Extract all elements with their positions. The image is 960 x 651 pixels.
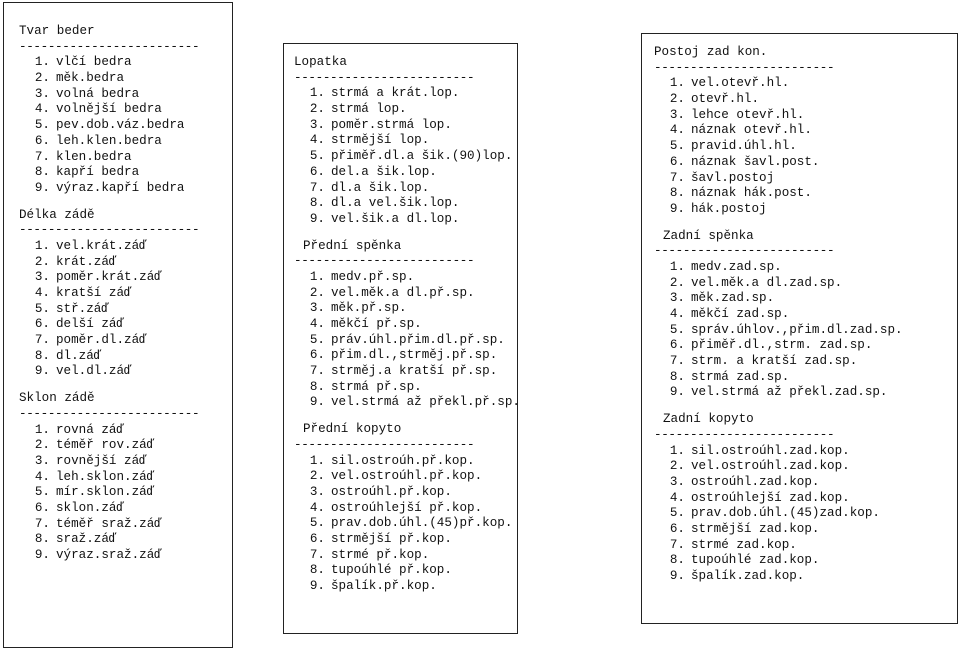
item-number: 1. xyxy=(669,76,685,91)
item-text: strmá zad.sp. xyxy=(691,369,790,384)
list-item xyxy=(294,333,517,349)
list-item xyxy=(294,348,517,364)
list-item xyxy=(294,501,517,517)
item-number: 7. xyxy=(669,170,685,185)
item-number: 1. xyxy=(309,453,325,468)
item-number: 4. xyxy=(309,133,325,148)
item-text: poměr.krát.záď xyxy=(56,270,162,285)
item-text: dl.a vel.šik.lop. xyxy=(331,196,460,211)
item-number: 9. xyxy=(669,569,685,583)
item-number: 3. xyxy=(669,291,685,306)
item-number: 7. xyxy=(669,354,685,369)
item-number: 6. xyxy=(309,164,325,179)
item-number: 8. xyxy=(309,563,325,578)
item-text: stř.záď xyxy=(56,301,109,316)
item-text: ostroúhlejší př.kop. xyxy=(331,500,483,515)
list-item xyxy=(294,485,517,501)
item-text: vel.ostroúhl.zad.kop. xyxy=(691,459,850,474)
list-item xyxy=(294,102,517,118)
list-item xyxy=(654,276,957,292)
item-text: sraž.záď xyxy=(56,532,117,547)
item-number: 4. xyxy=(34,102,50,117)
list-item xyxy=(654,139,957,155)
item-text: vel.otevř.hl. xyxy=(691,76,790,91)
item-number: 8. xyxy=(309,379,325,394)
section xyxy=(19,208,232,381)
section-title: Lopatka xyxy=(294,55,347,69)
item-text: sil.ostroúh.př.kop. xyxy=(331,453,475,468)
section-title: Přední spěnka xyxy=(303,238,402,253)
item-number: 8. xyxy=(34,165,50,180)
list-item xyxy=(654,506,957,522)
item-number: 5. xyxy=(309,516,325,531)
section xyxy=(294,422,517,595)
item-number: 1. xyxy=(309,269,325,284)
list-item xyxy=(654,291,957,307)
item-number: 6. xyxy=(34,317,50,332)
item-text: volná bedra xyxy=(56,86,140,101)
section xyxy=(294,55,517,228)
item-text: výraz.sraž.záď xyxy=(56,548,162,562)
item-text: špalík.př.kop. xyxy=(331,579,437,593)
list-item xyxy=(294,212,517,228)
section-divider: ------------------------- xyxy=(654,427,835,442)
list-item xyxy=(294,548,517,564)
item-number: 9. xyxy=(309,211,325,226)
item-text: ostroúhl.zad.kop. xyxy=(691,474,820,489)
item-text: přim.dl.,strměj.př.sp. xyxy=(331,348,498,363)
item-list xyxy=(19,239,232,380)
column-box-3 xyxy=(641,33,958,624)
list-item xyxy=(19,118,232,134)
item-text: strmá a krát.lop. xyxy=(331,86,460,101)
list-item xyxy=(654,354,957,370)
item-text: šavl.postoj xyxy=(691,170,775,185)
item-text: poměr.strmá lop. xyxy=(331,117,452,132)
list-item xyxy=(19,255,232,271)
item-text: vlčí bedra xyxy=(56,55,132,70)
item-number: 1. xyxy=(309,86,325,101)
item-number: 4. xyxy=(669,123,685,138)
item-number: 5. xyxy=(34,118,50,133)
item-text: rovná záď xyxy=(56,422,125,437)
section-title: Postoj zad kon. xyxy=(654,45,768,59)
item-text: strm. a kratší zad.sp. xyxy=(691,354,858,369)
item-text: sklon.záď xyxy=(56,500,125,515)
item-text: přiměř.dl.,strm. zad.sp. xyxy=(691,338,873,353)
item-text: strmá lop. xyxy=(331,102,407,117)
section-divider: ------------------------- xyxy=(294,437,475,452)
item-number: 2. xyxy=(34,71,50,86)
item-number: 3. xyxy=(34,270,50,285)
item-number: 8. xyxy=(669,369,685,384)
list-item xyxy=(654,522,957,538)
item-text: pravid.úhl.hl. xyxy=(691,139,797,154)
item-number: 7. xyxy=(309,180,325,195)
list-item xyxy=(19,485,232,501)
list-item xyxy=(294,563,517,579)
item-text: medv.zad.sp. xyxy=(691,259,782,274)
list-item xyxy=(654,108,957,124)
list-item xyxy=(294,181,517,197)
list-item xyxy=(19,470,232,486)
list-item xyxy=(294,301,517,317)
list-item xyxy=(654,553,957,569)
item-number: 1. xyxy=(669,443,685,458)
section-title: Zadní spěnka xyxy=(663,228,754,243)
section-divider: ------------------------- xyxy=(19,223,200,238)
list-item xyxy=(654,338,957,354)
item-list xyxy=(654,260,957,401)
list-item xyxy=(654,76,957,92)
list-item xyxy=(294,380,517,396)
item-number: 4. xyxy=(309,317,325,331)
list-item xyxy=(654,491,957,507)
item-number: 3. xyxy=(669,107,685,122)
item-number: 1. xyxy=(34,55,50,70)
section xyxy=(654,229,957,402)
list-item xyxy=(294,133,517,149)
list-item xyxy=(19,165,232,181)
list-item xyxy=(19,302,232,318)
item-text: vel.měk.a dl.zad.sp. xyxy=(691,275,843,290)
item-number: 3. xyxy=(309,117,325,132)
list-item xyxy=(19,270,232,286)
item-text: strmá př.sp. xyxy=(331,379,422,394)
item-text: ostroúhlejší zad.kop. xyxy=(691,490,850,505)
list-item xyxy=(654,370,957,386)
section-title: Zadní kopyto xyxy=(663,412,754,427)
list-item xyxy=(19,317,232,333)
item-text: vel.ostroúhl.př.kop. xyxy=(331,469,483,484)
item-text: vel.krát.záď xyxy=(56,238,147,253)
list-item xyxy=(654,459,957,475)
list-item xyxy=(294,579,517,595)
list-item xyxy=(19,102,232,118)
item-number: 4. xyxy=(669,490,685,505)
item-text: hák.postoj xyxy=(691,201,767,216)
item-number: 9. xyxy=(34,364,50,379)
section xyxy=(19,391,232,564)
item-number: 2. xyxy=(669,275,685,290)
item-text: náznak hák.post. xyxy=(691,186,812,201)
item-text: sil.ostroúhl.zad.kop. xyxy=(691,443,850,458)
item-number: 8. xyxy=(669,186,685,201)
list-item xyxy=(19,239,232,255)
list-item xyxy=(294,270,517,286)
item-text: lehce otevř.hl. xyxy=(691,107,805,122)
item-number: 8. xyxy=(309,196,325,211)
section xyxy=(654,412,957,585)
item-text: špalík.zad.kop. xyxy=(691,569,805,583)
list-item xyxy=(654,475,957,491)
list-item xyxy=(19,454,232,470)
item-number: 5. xyxy=(669,322,685,337)
item-number: 4. xyxy=(34,286,50,300)
item-number: 6. xyxy=(34,133,50,148)
item-text: strmější zad.kop. xyxy=(691,521,820,536)
section-divider: ------------------------- xyxy=(19,39,200,54)
item-number: 8. xyxy=(34,532,50,547)
item-text: krát.záď xyxy=(56,254,117,269)
list-item xyxy=(19,87,232,103)
item-number: 6. xyxy=(669,154,685,169)
list-item xyxy=(654,92,957,108)
section-title: Sklon zádě xyxy=(19,391,95,406)
item-text: měk.bedra xyxy=(56,71,125,86)
list-item xyxy=(294,149,517,165)
item-text: náznak otevř.hl. xyxy=(691,123,812,138)
list-item xyxy=(654,123,957,139)
item-number: 7. xyxy=(669,537,685,552)
list-item xyxy=(294,516,517,532)
list-item xyxy=(294,364,517,380)
section-divider: ------------------------- xyxy=(654,244,835,259)
list-item xyxy=(19,333,232,349)
item-list xyxy=(19,55,232,196)
item-text: měkčí př.sp. xyxy=(331,317,422,331)
item-number: 6. xyxy=(309,531,325,546)
item-list xyxy=(294,454,517,595)
list-item xyxy=(19,349,232,365)
item-text: náznak šavl.post. xyxy=(691,154,820,169)
item-text: vel.strmá až překl.př.sp. xyxy=(331,395,520,410)
item-text: měkčí zad.sp. xyxy=(691,307,790,321)
item-text: delší záď xyxy=(56,317,125,332)
item-text: strměj.a kratší př.sp. xyxy=(331,364,498,379)
item-text: strmé zad.kop. xyxy=(691,537,797,552)
item-number: 3. xyxy=(309,484,325,499)
item-number: 2. xyxy=(309,469,325,484)
list-item xyxy=(19,364,232,380)
list-item xyxy=(294,165,517,181)
item-text: měk.zad.sp. xyxy=(691,291,775,306)
item-text: otevř.hl. xyxy=(691,92,760,107)
section-title: Tvar beder xyxy=(19,24,95,38)
item-number: 3. xyxy=(34,453,50,468)
item-text: měk.př.sp. xyxy=(331,301,407,316)
item-number: 5. xyxy=(34,301,50,316)
item-text: medv.př.sp. xyxy=(331,269,415,284)
item-number: 5. xyxy=(34,485,50,500)
list-item xyxy=(294,118,517,134)
item-list xyxy=(19,423,232,564)
item-number: 7. xyxy=(309,547,325,562)
list-item xyxy=(654,186,957,202)
item-text: leh.klen.bedra xyxy=(56,133,162,148)
item-list xyxy=(654,76,957,217)
item-list xyxy=(294,269,520,411)
item-number: 2. xyxy=(669,92,685,107)
item-text: tupoúhlé zad.kop. xyxy=(691,553,820,568)
list-item xyxy=(19,55,232,71)
item-number: 1. xyxy=(34,238,50,253)
item-number: 2. xyxy=(309,285,325,300)
item-number: 3. xyxy=(669,474,685,489)
item-number: 3. xyxy=(34,86,50,101)
list-item xyxy=(19,517,232,533)
item-text: prav.dob.úhl.(45)zad.kop. xyxy=(691,506,880,521)
item-number: 6. xyxy=(669,521,685,536)
item-text: prav.dob.úhl.(45)př.kop. xyxy=(331,516,513,531)
list-item xyxy=(294,196,517,212)
item-text: dl.záď xyxy=(56,348,102,363)
item-number: 9. xyxy=(309,395,325,410)
item-number: 8. xyxy=(669,553,685,568)
list-item xyxy=(654,155,957,171)
list-item xyxy=(654,569,957,585)
section-title: Délka zádě xyxy=(19,207,95,222)
item-text: téměř sraž.záď xyxy=(56,516,162,531)
item-number: 7. xyxy=(34,149,50,164)
column-box-1 xyxy=(3,2,233,648)
item-number: 9. xyxy=(669,385,685,400)
item-number: 2. xyxy=(669,459,685,474)
list-item xyxy=(294,317,517,333)
list-item xyxy=(19,150,232,166)
item-text: kratší záď xyxy=(56,286,132,300)
item-number: 3. xyxy=(309,301,325,316)
list-item xyxy=(654,444,957,460)
item-number: 9. xyxy=(34,548,50,562)
list-item xyxy=(19,438,232,454)
section-title: Přední kopyto xyxy=(303,422,402,437)
column-box-2 xyxy=(283,43,518,634)
list-item xyxy=(294,469,517,485)
item-text: rovnější záď xyxy=(56,453,147,468)
item-text: kapří bedra xyxy=(56,165,140,180)
section-divider: ------------------------- xyxy=(19,406,200,421)
list-item xyxy=(654,385,957,401)
list-item xyxy=(294,286,517,302)
item-text: tupoúhlé př.kop. xyxy=(331,563,452,578)
list-item xyxy=(294,532,517,548)
item-number: 4. xyxy=(669,307,685,321)
item-text: vel.dl.záď xyxy=(56,364,132,379)
item-number: 1. xyxy=(34,422,50,437)
item-text: téměř rov.záď xyxy=(56,438,155,453)
list-item xyxy=(294,395,520,411)
item-number: 5. xyxy=(669,506,685,521)
item-text: klen.bedra xyxy=(56,149,132,164)
item-text: přiměř.dl.a šik.(90)lop. xyxy=(331,149,513,164)
list-item xyxy=(19,548,232,564)
item-number: 7. xyxy=(309,364,325,379)
item-text: poměr.dl.záď xyxy=(56,333,147,348)
item-number: 6. xyxy=(669,338,685,353)
list-item xyxy=(19,423,232,439)
list-item xyxy=(654,171,957,187)
item-number: 6. xyxy=(34,500,50,515)
item-number: 2. xyxy=(34,254,50,269)
item-number: 9. xyxy=(34,180,50,195)
item-list xyxy=(654,444,957,585)
item-list xyxy=(294,86,517,227)
list-item xyxy=(654,323,957,339)
item-number: 4. xyxy=(34,469,50,484)
item-number: 2. xyxy=(309,102,325,117)
item-text: mír.sklon.záď xyxy=(56,485,155,500)
list-item xyxy=(19,501,232,517)
list-item xyxy=(654,202,957,218)
section xyxy=(294,238,520,412)
list-item xyxy=(19,532,232,548)
item-text: správ.úhlov.,přim.dl.zad.sp. xyxy=(691,322,903,337)
item-number: 5. xyxy=(669,139,685,154)
item-number: 9. xyxy=(309,579,325,593)
item-number: 9. xyxy=(669,201,685,216)
list-item xyxy=(294,454,517,470)
item-text: strmé př.kop. xyxy=(331,547,430,562)
item-text: dl.a šik.lop. xyxy=(331,180,430,195)
item-text: pev.dob.váz.bedra xyxy=(56,118,185,133)
list-item xyxy=(19,134,232,150)
list-item xyxy=(654,307,957,323)
item-number: 6. xyxy=(309,348,325,363)
item-text: strmější lop. xyxy=(331,133,430,148)
item-number: 5. xyxy=(309,149,325,164)
list-item xyxy=(654,260,957,276)
list-item xyxy=(19,71,232,87)
item-text: del.a šik.lop. xyxy=(331,164,437,179)
section xyxy=(19,24,232,197)
section-divider: ------------------------- xyxy=(654,60,835,75)
item-number: 5. xyxy=(309,332,325,347)
item-text: výraz.kapří bedra xyxy=(56,180,185,195)
item-text: vel.strmá až překl.zad.sp. xyxy=(691,385,888,400)
list-item xyxy=(19,286,232,302)
item-text: strmější př.kop. xyxy=(331,531,452,546)
item-number: 7. xyxy=(34,333,50,348)
item-text: vel.měk.a dl.př.sp. xyxy=(331,285,475,300)
item-number: 2. xyxy=(34,438,50,453)
section-divider: ------------------------- xyxy=(294,254,475,269)
section xyxy=(654,45,957,218)
item-text: práv.úhl.přim.dl.př.sp. xyxy=(331,332,505,347)
list-item xyxy=(294,86,517,102)
item-text: ostroúhl.př.kop. xyxy=(331,484,452,499)
item-text: volnější bedra xyxy=(56,102,162,117)
item-text: leh.sklon.záď xyxy=(56,469,155,484)
item-text: vel.šik.a dl.lop. xyxy=(331,211,460,226)
item-number: 1. xyxy=(669,259,685,274)
list-item xyxy=(19,181,232,197)
item-number: 4. xyxy=(309,500,325,515)
section-divider: ------------------------- xyxy=(294,70,475,85)
item-number: 8. xyxy=(34,348,50,363)
list-item xyxy=(654,538,957,554)
item-number: 7. xyxy=(34,516,50,531)
